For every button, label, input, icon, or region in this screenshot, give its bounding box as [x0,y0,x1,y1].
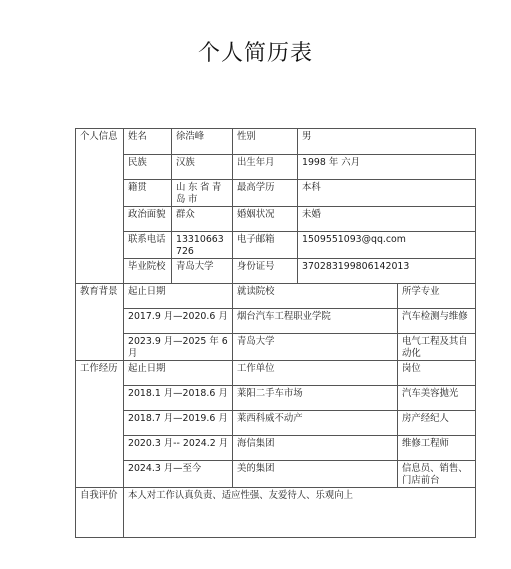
column-header: 就读院校 [233,284,398,309]
column-header: 岗位 [398,361,476,386]
table-cell: 2020.3 月-- 2024.2 月 [124,436,233,461]
field-label: 最高学历 [233,180,298,207]
field-label: 出生年月 [233,155,298,180]
field-label: 电子邮箱 [233,232,298,259]
table-cell: 信息员、销售、门店前台 [398,461,476,488]
section-label-work: 工作经历 [76,361,124,488]
field-value: 13310663726 [172,232,233,259]
column-header: 起止日期 [124,361,233,386]
table-cell: 烟台汽车工程职业学院 [233,309,398,334]
table-row [76,259,476,284]
section-label-self-eval: 自我评价 [76,488,124,538]
table-cell: 青岛大学 [233,334,398,361]
table-row [76,411,476,436]
table-row [76,488,476,538]
resume-table [75,128,476,538]
table-cell: 2018.7 月—2019.6 月 [124,411,233,436]
field-value: 1509551093@qq.com [298,232,476,259]
table-cell: 2017.9 月—2020.6 月 [124,309,233,334]
table-row [76,284,476,309]
field-value: 男 [298,129,476,155]
table-cell: 美的集团 [233,461,398,488]
table-cell: 2024.3 月—至今 [124,461,233,488]
field-value: 本科 [298,180,476,207]
table-cell: 汽车检测与维修 [398,309,476,334]
field-value: 徐浩峰 [172,129,233,155]
column-header: 起止日期 [124,284,233,309]
field-value: 370283199806142013 [298,259,476,284]
table-cell: 2018.1 月—2018.6 月 [124,386,233,411]
field-label: 婚姻状况 [233,207,298,232]
field-label: 联系电话 [124,232,172,259]
section-label-education: 教育背景 [76,284,124,361]
column-header: 工作单位 [233,361,398,386]
table-row [76,436,476,461]
table-cell: 莱西科威不动产 [233,411,398,436]
field-label: 籍贯 [124,180,172,207]
section-label-personal: 个人信息 [76,129,124,284]
table-row [76,232,476,259]
field-label: 民族 [124,155,172,180]
table-cell: 海信集团 [233,436,398,461]
field-value: 山东省青岛市 [172,180,233,207]
field-label: 身份证号 [233,259,298,284]
table-row [76,461,476,488]
table-row [76,207,476,232]
table-row [76,180,476,207]
field-value: 1998 年 六月 [298,155,476,180]
field-label: 政治面貌 [124,207,172,232]
field-value: 汉族 [172,155,233,180]
table-row [76,129,476,155]
table-cell: 维修工程师 [398,436,476,461]
table-cell: 莱阳二手车市场 [233,386,398,411]
field-value: 青岛大学 [172,259,233,284]
table-cell: 房产经纪人 [398,411,476,436]
column-header: 所学专业 [398,284,476,309]
page-title: 个人简历表 [197,41,313,66]
self-evaluation-text: 本人对工作认真负责、适应性强、友爱待人、乐观向上 [124,488,476,538]
table-cell: 电气工程及其自动化 [398,334,476,361]
table-row [76,309,476,334]
field-value: 未婚 [298,207,476,232]
table-row [76,361,476,386]
field-label: 姓名 [124,129,172,155]
field-value: 群众 [172,207,233,232]
table-cell: 2023.9 月—2025 年 6 月 [124,334,233,361]
field-label: 毕业院校 [124,259,172,284]
table-row [76,334,476,361]
field-label: 性别 [233,129,298,155]
table-row [76,155,476,180]
table-cell: 汽车美容抛光 [398,386,476,411]
table-row [76,386,476,411]
